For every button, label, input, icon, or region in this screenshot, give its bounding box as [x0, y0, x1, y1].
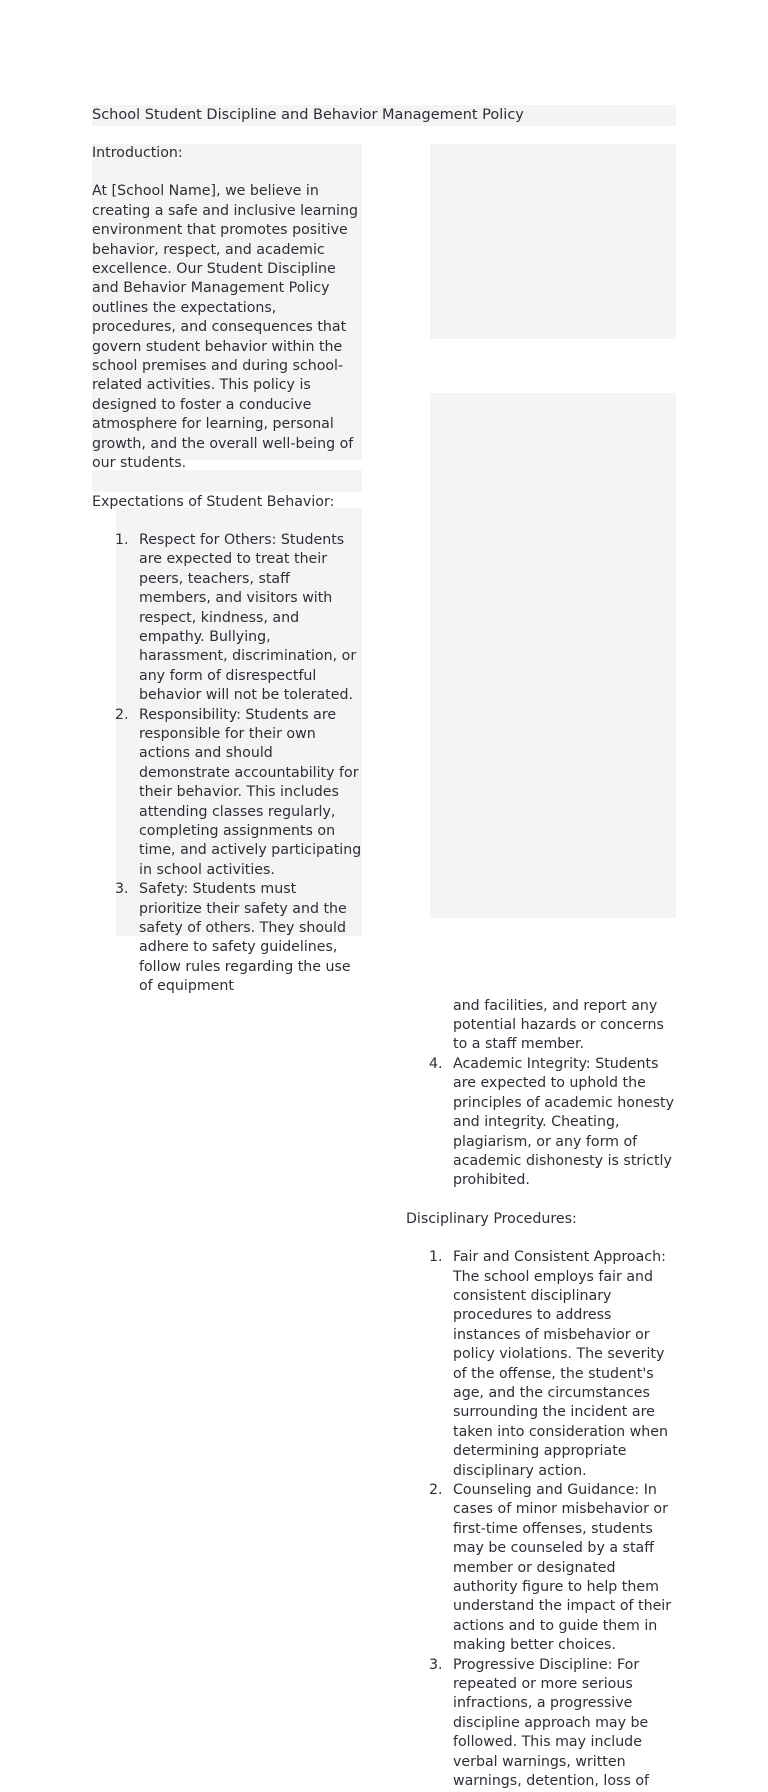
introduction-text: At [School Name], we believe in creating a safe and inclusive learning environment that promotes positive behavior, respect, and academic excellence. Our Student Discipline and Behavior Management Policy outlines the expectations, procedures, and consequences that govern student behavior within the school premises and during school-related activities. This policy is designed to foster a conducive atmosphere for learning, personal growth, and the overall well-being of our students. — [92, 183, 358, 472]
list-item — [406, 1055, 676, 1191]
right-shade-list — [430, 393, 676, 918]
list-item-text: Safety: Students must prioritize their safety and the safety of others. They should adhere to safety guidelines, follow rules regarding the use of equipment — [139, 881, 351, 995]
right-column — [406, 997, 676, 1792]
list-item-continuation — [406, 997, 676, 1055]
list-item-text: Fair and Consistent Approach: The school employs fair and consistent disciplinary procedures to address instances of misbehavior or policy violations. The severity of the offense, the student's age, and the circumstances surrounding the incident are taken into consideration when determining appropriate disciplinary action. — [453, 1249, 668, 1479]
list-item-text: Counseling and Guidance: In cases of minor misbehavior or first-time offenses, students may be counseled by a staff member or designated authority figure to help them understand the impact of their actions and to guide them in making better choices. — [453, 1482, 672, 1654]
expectations-heading: Expectations of Student Behavior: — [92, 493, 335, 510]
right-shade-top — [430, 144, 676, 339]
list-item — [92, 880, 362, 996]
procedures-list — [406, 1248, 676, 1791]
list-number: 1. — [429, 1249, 443, 1266]
list-item-text: Academic Integrity: Students are expected to uphold the principles of academic honesty and integrity. Cheating, plagiarism, or any form of academic dishonesty is strictly prohibited. — [453, 1055, 675, 1189]
list-number: 2. — [115, 706, 129, 723]
list-item — [406, 1248, 676, 1481]
list-item-text: Responsibility: Students are responsible for their own actions and should demonstrate accountability for their behavior. This includes attending classes regularly, completing assignments on time, and actively participating in school activities. — [139, 706, 362, 878]
list-item-text: Progressive Discipline: For repeated or more serious infractions, a progressive discipline approach may be followed. This may include verbal warnings, written warnings, detention, loss of — [453, 1656, 650, 1790]
list-item — [92, 706, 362, 881]
list-item-text: Respect for Others: Students are expected to treat their peers, teachers, staff members, and visitors with respect, kindness, and empathy. Bullying, harassment, discrimination, or any form of disrespectful behavior will not be tolerated. — [139, 531, 357, 704]
list-item — [406, 1656, 676, 1792]
list-item — [406, 1481, 676, 1656]
list-item-text: and facilities, and report any potential hazards or concerns to a staff member. — [453, 997, 664, 1053]
list-number: 1. — [115, 531, 129, 548]
expectations-list-continued — [406, 997, 676, 1191]
procedures-heading: Disciplinary Procedures: — [406, 1210, 577, 1227]
list-item — [92, 531, 362, 706]
introduction-heading: Introduction: — [92, 145, 183, 161]
document-title: School Student Discipline and Behavior Management Policy — [92, 105, 676, 126]
list-number: 4. — [429, 1055, 443, 1072]
expectations-list — [92, 531, 362, 997]
left-column — [92, 144, 362, 997]
list-number: 3. — [429, 1656, 443, 1673]
list-number: 2. — [429, 1482, 443, 1498]
list-number: 3. — [115, 881, 129, 898]
